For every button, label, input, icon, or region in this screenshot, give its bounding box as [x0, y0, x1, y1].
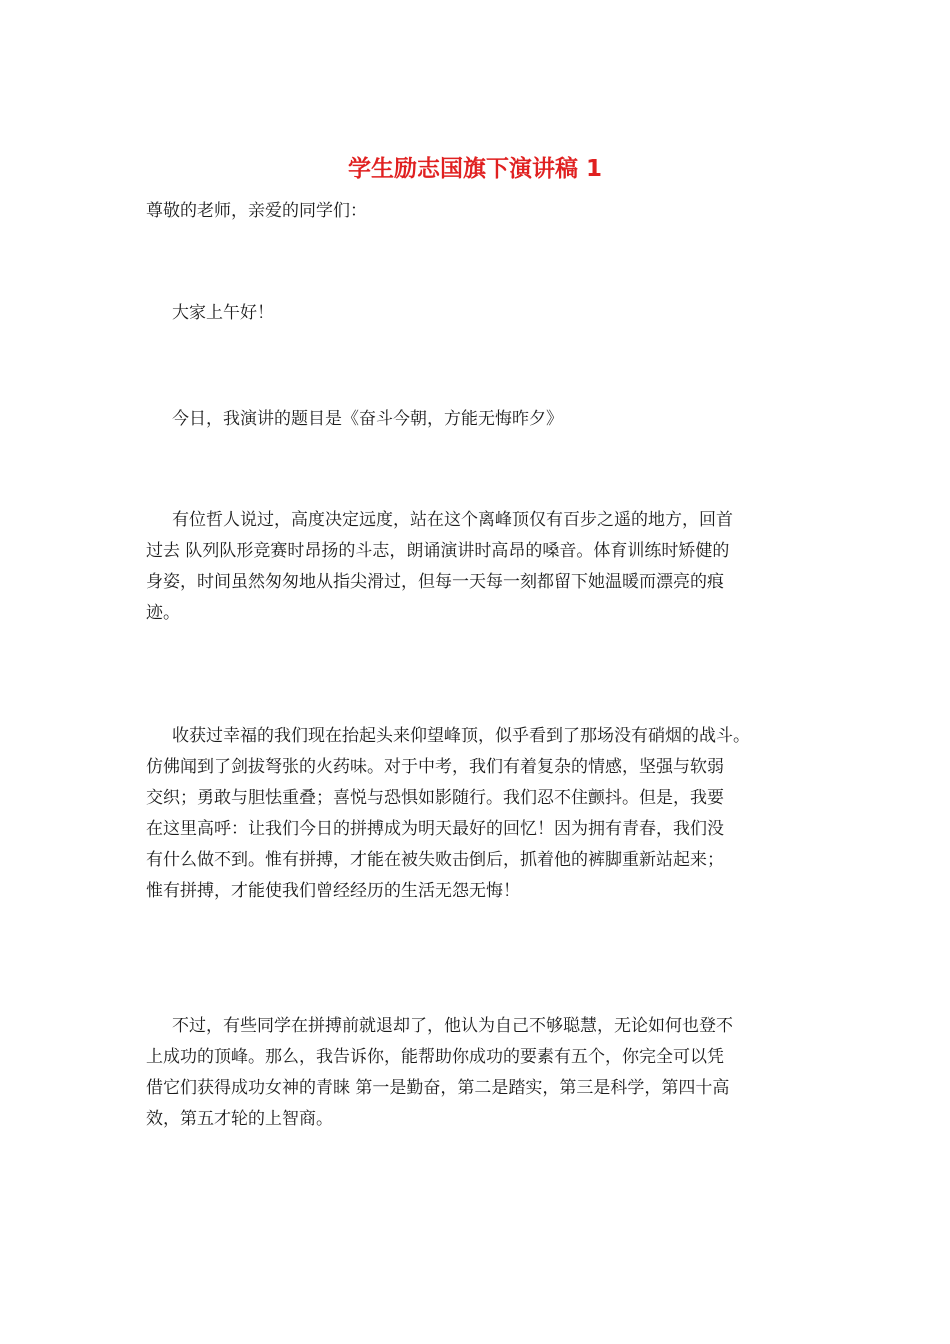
paragraph-line: 有什么做不到。惟有拼搏，才能在被失败击倒后，抓着他的裤脚重新站起来； [146, 850, 724, 870]
paragraph-line: 仿佛闻到了剑拔弩张的火药味。对于中考，我们有着复杂的情感，坚强与软弱 [146, 757, 724, 777]
paragraph-harvest [146, 721, 750, 907]
paragraph-line: 在这里高呼：让我们今日的拼搏成为明天最好的回忆！因为拥有青春，我们没 [146, 819, 724, 839]
paragraph-line: 迹。 [146, 603, 180, 623]
paragraph-line: 上成功的顶峰。那么，我告诉你，能帮助你成功的要素有五个，你完全可以凭 [146, 1047, 724, 1067]
topic-paragraph: 今日，我演讲的题目是《奋斗今朝，方能无悔昨夕》 [172, 409, 563, 429]
paragraph-line: 惟有拼搏，才能使我们曾经经历的生活无怨无悔！ [146, 881, 520, 901]
paragraph-line: 借它们获得成功女神的青睐 第一是勤奋，第二是踏实，第三是科学，第四十高 [146, 1078, 730, 1098]
paragraph-line: 收获过幸福的我们现在抬起头来仰望峰顶，似乎看到了那场没有硝烟的战斗。 [172, 726, 750, 746]
greeting-paragraph: 大家上午好！ [172, 303, 274, 323]
paragraph-line: 身姿，时间虽然匆匆地从指尖滑过，但每一天每一刻都留下她温暖而漂亮的痕 [146, 572, 724, 592]
paragraph-line: 过去 队列队形竞赛时昂扬的斗志，朗诵演讲时高昂的嗓音。体育训练时矫健的 [146, 541, 730, 561]
salutation: 尊敬的老师，亲爱的同学们： [146, 201, 367, 221]
document-title: 学生励志国旗下演讲稿 1 [347, 156, 602, 182]
paragraph-line: 效，第五才轮的上智商。 [146, 1109, 333, 1129]
paragraph-philosopher [146, 505, 733, 629]
paragraph-success-factors [146, 1011, 733, 1135]
paragraph-line: 交织；勇敢与胆怯重叠；喜悦与恐惧如影随行。我们忍不住颤抖。但是，我要 [146, 788, 724, 808]
paragraph-line: 有位哲人说过，高度决定远度，站在这个离峰顶仅有百步之遥的地方，回首 [172, 510, 733, 530]
paragraph-line: 不过，有些同学在拼搏前就退却了，他认为自己不够聪慧，无论如何也登不 [172, 1016, 733, 1036]
